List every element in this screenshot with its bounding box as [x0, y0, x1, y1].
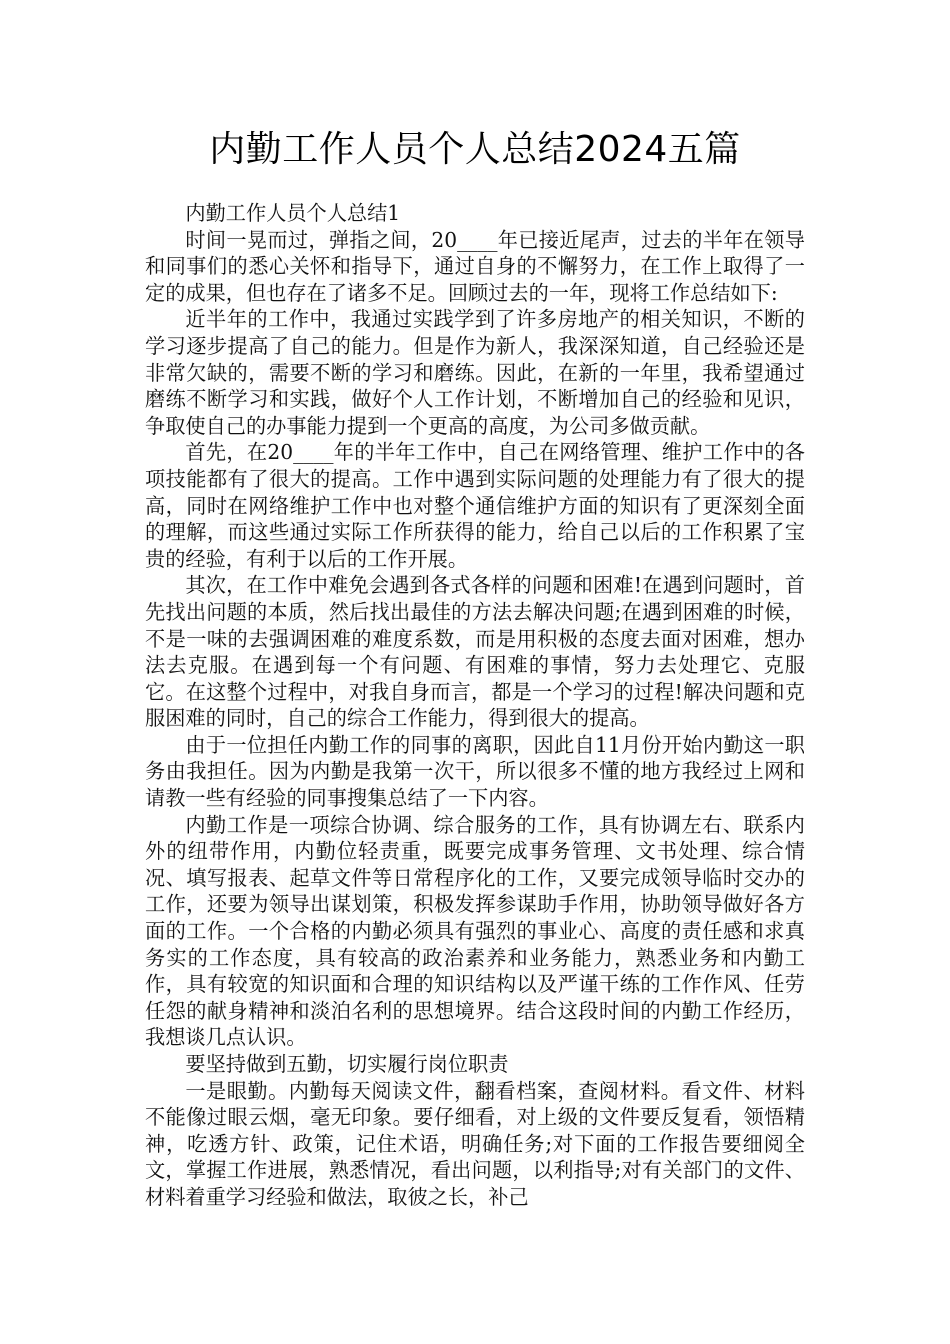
paragraph: 时间一晃而过，弹指之间，20____年已接近尾声，过去的半年在领导和同事们的悉心关怀和指导下，通过自身的不懈努力，在工作上取得了一定的成果，但也存在了诸多不足。回顾过去的一年，现将工作总结如下:: [145, 227, 805, 305]
paragraph: 其次，在工作中难免会遇到各式各样的问题和困难!在遇到问题时，首先找出问题的本质，然后找出最佳的方法去解决问题;在遇到困难的时候，不是一味的去强调困难的难度系数，而是用积极的态度去面对困难，想办法去克服。在遇到每一个有问题、有困难的事情，努力去处理它、克服它。在这整个过程中，对我自身而言，都是一个学习的过程!解决问题和克服困难的同时，自己的综合工作能力，得到很大的提高。: [145, 573, 805, 731]
paragraph: 由于一位担任内勤工作的同事的离职，因此自11月份开始内勤这一职务由我担任。因为内勤是我第一次干，所以很多不懂的地方我经过上网和请教一些有经验的同事搜集总结了一下内容。: [145, 732, 805, 811]
document-title: 内勤工作人员个人总结2024五篇: [209, 129, 741, 170]
paragraph: 首先，在20____年的半年工作中，自己在网络管理、维护工作中的各项技能都有了很大的提高。工作中遇到实际问题的处理能力有了很大的提高，同时在网络维护工作中也对整个通信维护方面的知识有了更深刻全面的理解，而这些通过实际工作所获得的能力，给自己以后的工作积累了宝贵的经验，有利于以后的工作开展。: [145, 440, 805, 571]
subsection-heading: 要坚持做到五勤，切实履行岗位职责: [185, 1052, 509, 1076]
paragraph: 一是眼勤。内勤每天阅读文件，翻看档案，查阅材料。看文件、材料不能像过眼云烟，毫无印象。要仔细看，对上级的文件要反复看，领悟精神，吃透方针、政策，记住术语，明确任务;对下面的工作报告要细阅全文，掌握工作进展，熟悉情况，看出问题，以利指导;对有关部门的文件、材料着重学习经验和做法，取彼之长，补己: [145, 1078, 805, 1209]
paragraph: 近半年的工作中，我通过实践学到了许多房地产的相关知识，不断的学习逐步提高了自己的能力。但是作为新人，我深深知道，自己经验还是非常欠缺的，需要不断的学习和磨练。因此，在新的一年里，我希望通过磨练不断学习和实践，做好个人工作计划，不断增加自己的经验和见识，争取使自己的办事能力提到一个更高的高度，为公司多做贡献。: [145, 307, 805, 438]
paragraph: 内勤工作是一项综合协调、综合服务的工作，具有协调左右、联系内外的纽带作用，内勤位轻责重，既要完成事务管理、文书处理、综合情况、填写报表、起草文件等日常程序化的工作，又要完成领导临时交办的工作，还要为领导出谋划策，积极发挥参谋助手作用，协助领导做好各方面的工作。一个合格的内勤必须具有强烈的事业心、高度的责任感和求真务实的工作态度，具有较高的政治素养和业务能力，熟悉业务和内勤工作，具有较宽的知识面和合理的知识结构以及严谨干练的工作作风、任劳任怨的献身精神和淡泊名利的思想境界。结合这段时间的内勤工作经历，我想谈几点认识。: [145, 812, 805, 1050]
section-heading: 内勤工作人员个人总结1: [185, 201, 401, 225]
document-body: [145, 200, 805, 1211]
